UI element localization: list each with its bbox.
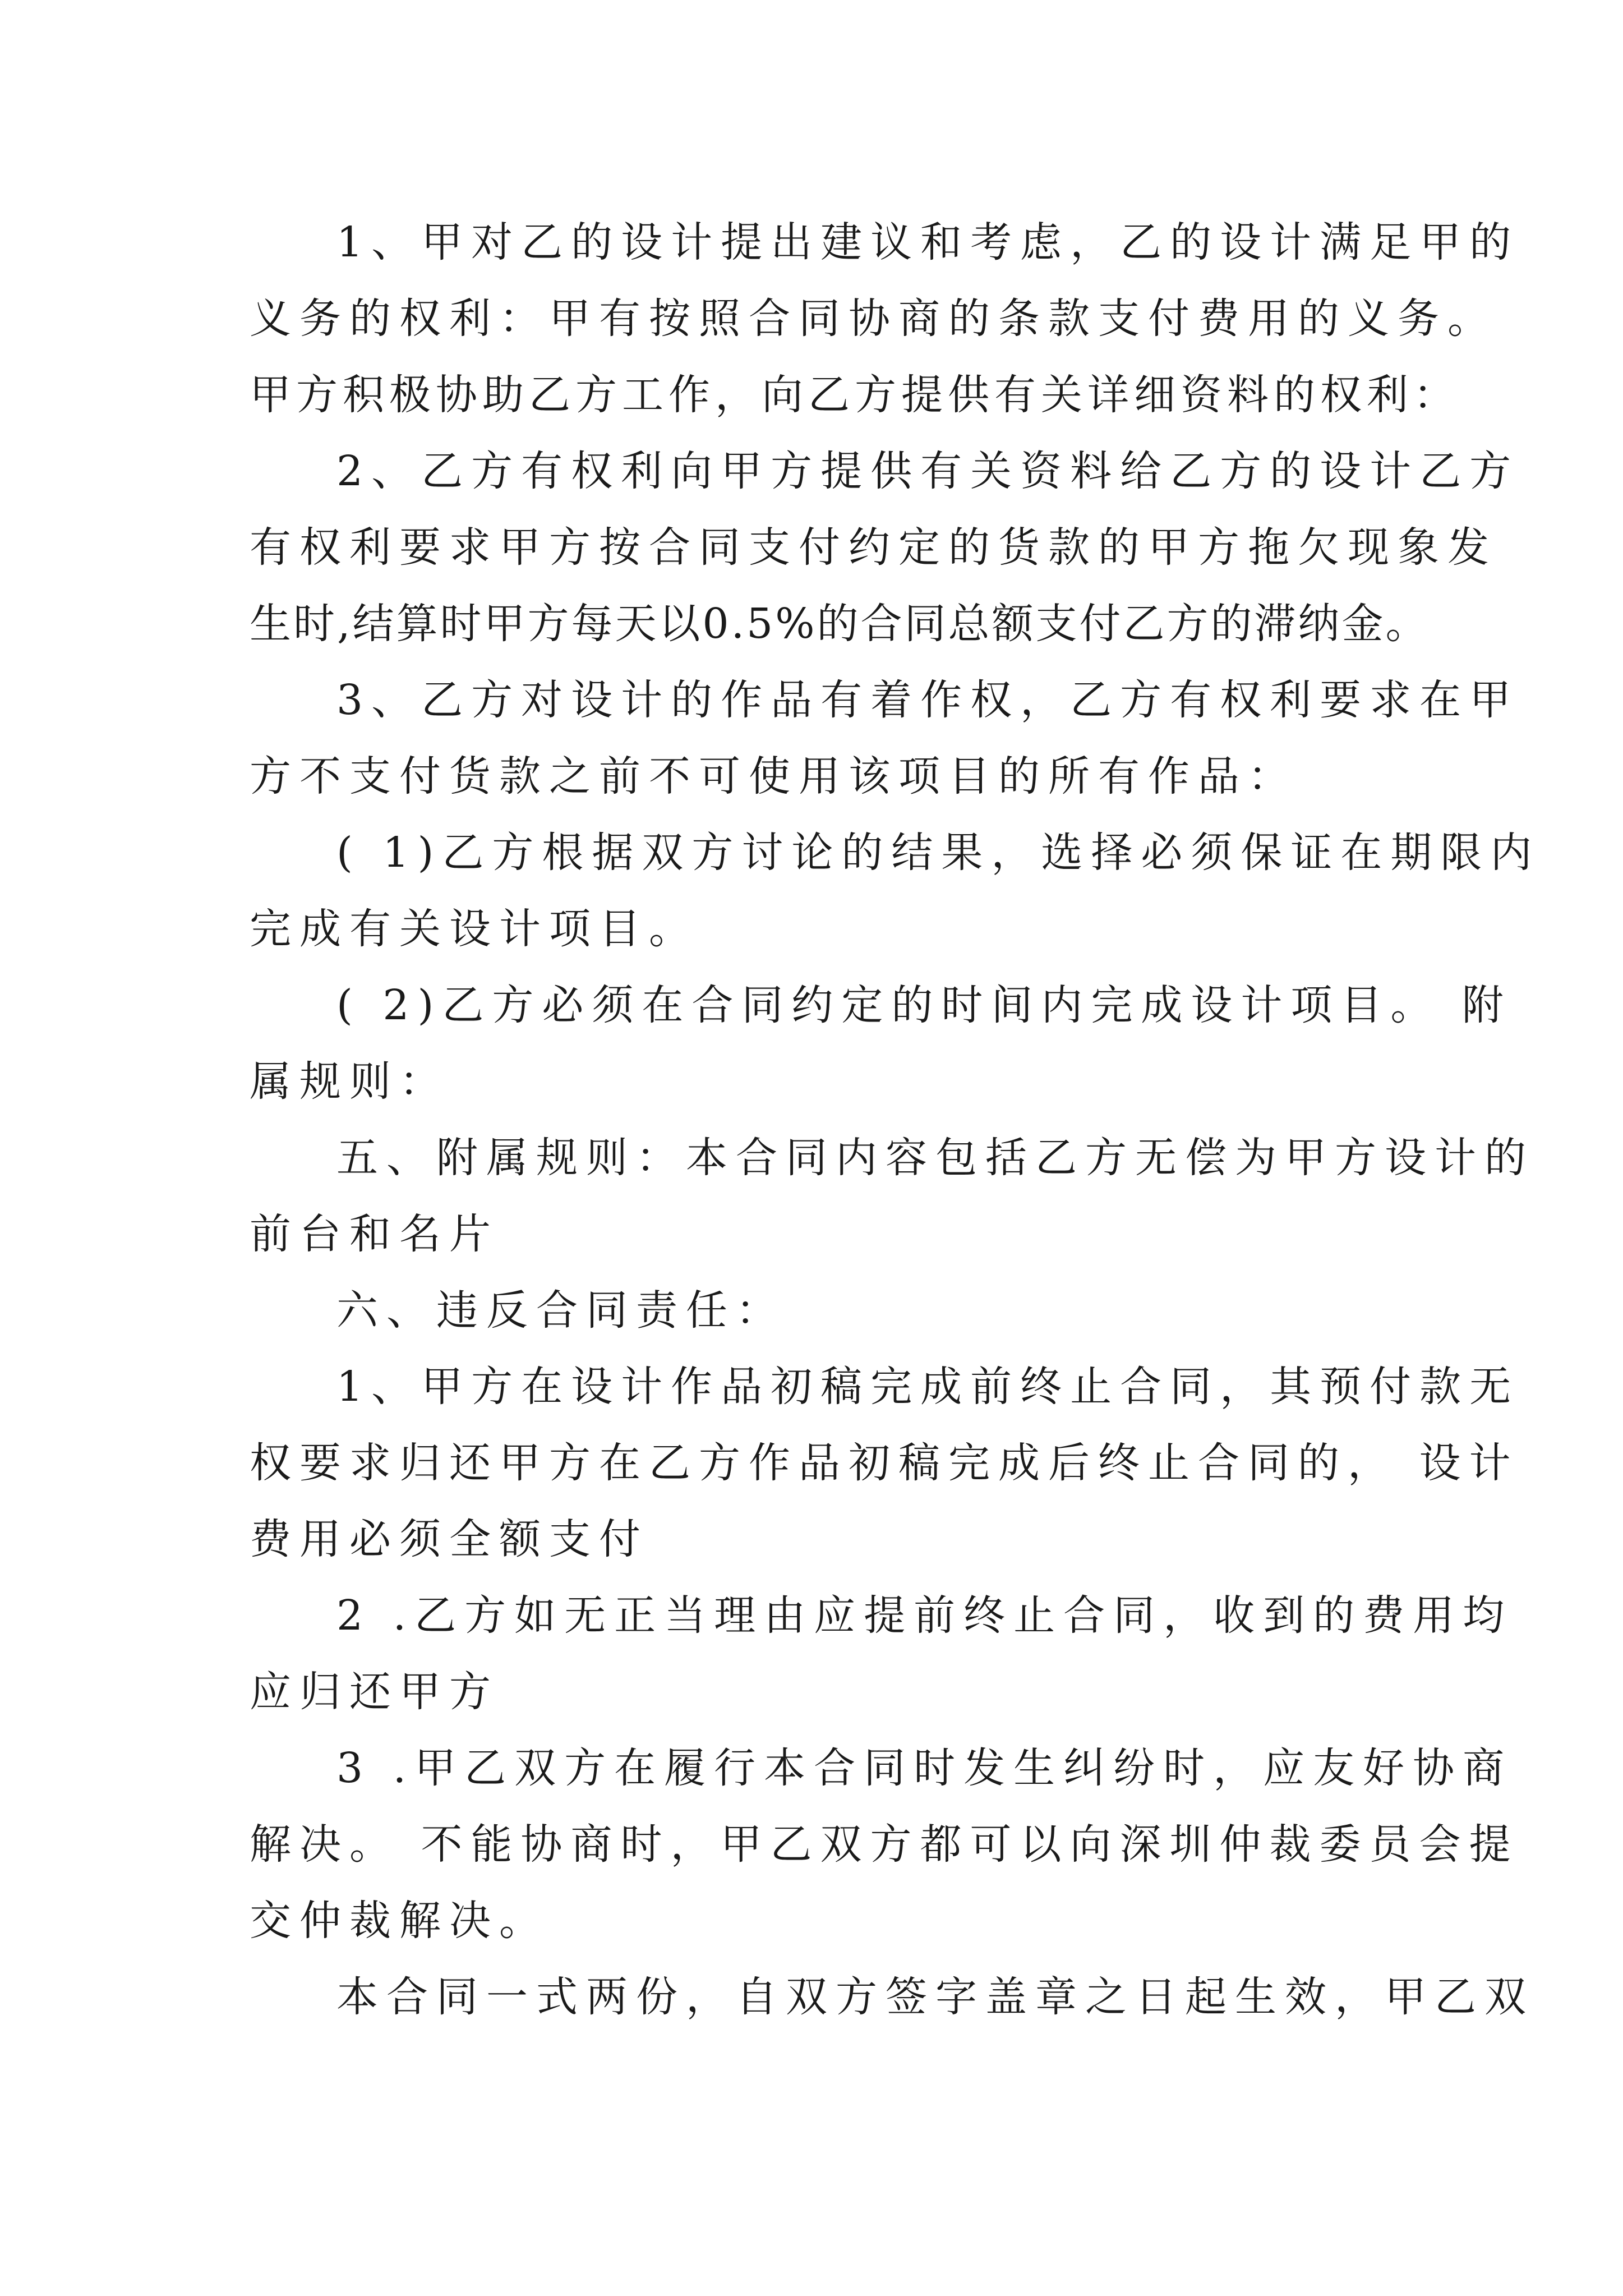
clause-3-line-1: 3、乙方对设计的作品有着作权，乙方有权利要求在甲 — [336, 676, 1520, 724]
clause-1-line-2: 义务的权利：甲有按照合同协商的条款支付费用的义务。 — [250, 295, 1497, 343]
clause-2-line-3: 生时,结算时甲方每天以0.5%的合同总额支付乙方的滞纳金。 — [250, 600, 1430, 648]
liability-2-line-2: 应归还甲方 — [250, 1668, 499, 1716]
liability-1-line-3: 费用必须全额支付 — [250, 1515, 649, 1563]
clause-2-line-1: 2、乙方有权利向甲方提供有关资料给乙方的设计乙方 — [336, 447, 1520, 495]
liability-2-line-1: 2 .乙方如无正当理由应提前终止合同，收到的费用均 — [336, 1591, 1513, 1640]
clause-1-line-1: 1、甲对乙的设计提出建议和考虑，乙的设计满足甲的 — [336, 218, 1520, 266]
liability-3-line-1: 3 .甲乙双方在履行本合同时发生纠纷时，应友好协商 — [336, 1744, 1513, 1792]
item-1-line-2: 完成有关设计项目。 — [250, 905, 699, 953]
clause-2-line-2: 有权利要求甲方按合同支付约定的货款的甲方拖欠现象发 — [250, 523, 1497, 572]
clause-3-line-2: 方不支付货款之前不可使用该项目的所有作品： — [250, 752, 1298, 800]
section-5-line-1: 五、附属规则：本合同内容包括乙方无偿为甲方设计的 — [336, 1134, 1534, 1182]
liability-3-line-3: 交仲裁解决。 — [250, 1897, 549, 1945]
item-2-line-2: 属规则： — [250, 1057, 449, 1106]
section-5-line-2: 前台和名片 — [250, 1210, 499, 1258]
liability-1-line-2: 权要求归还甲方在乙方作品初稿完成后终止合同的， 设计 — [250, 1439, 1519, 1487]
liability-3-line-2: 解决。 不能协商时，甲乙双方都可以向深圳仲裁委员会提 — [250, 1820, 1519, 1869]
item-1-line-1: ( 1)乙方根据双方讨论的结果，选择必须保证在期限内 — [336, 829, 1541, 877]
clause-1-line-3: 甲方积极协助乙方工作，向乙方提供有关详细资料的权利： — [250, 371, 1460, 419]
section-6-heading: 六、违反合同责任： — [336, 1286, 786, 1335]
liability-1-line-1: 1、甲方在设计作品初稿完成前终止合同，其预付款无 — [336, 1363, 1520, 1411]
item-2-line-1: ( 2)乙方必须在合同约定的时间内完成设计项目。 附 — [336, 981, 1512, 1029]
closing-line-1: 本合同一式两份，自双方签字盖章之日起生效，甲乙双 — [336, 1973, 1534, 2021]
